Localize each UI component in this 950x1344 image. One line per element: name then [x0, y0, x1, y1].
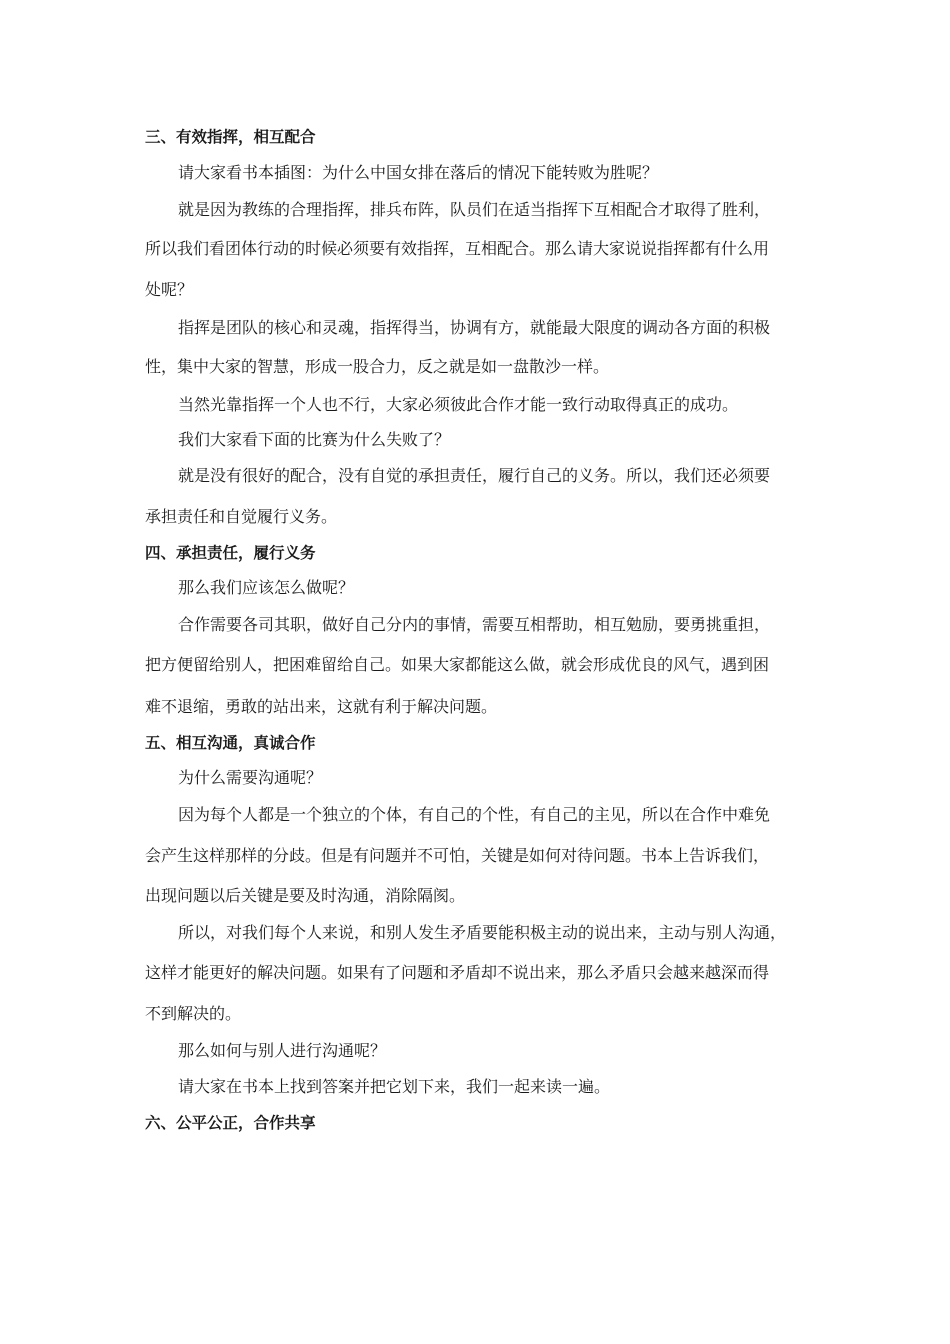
- paragraph-line: 为什么需要沟通呢？: [178, 768, 323, 787]
- section-heading: 四、承担责任，履行义务: [145, 544, 316, 562]
- paragraph-line: 把方便留给别人，把困难留给自己。如果大家都能这么做，就会形成优良的风气，遇到困: [145, 655, 770, 674]
- paragraph-line: 请大家在书本上找到答案并把它划下来，我们一起来读一遍。: [178, 1077, 611, 1096]
- section-heading: 六、公平公正，合作共享: [145, 1114, 316, 1132]
- paragraph-line: 就是没有很好的配合，没有自觉的承担责任，履行自己的义务。所以，我们还必须要: [178, 466, 771, 485]
- paragraph-line: 出现问题以后关键是要及时沟通，消除隔阂。: [145, 886, 466, 905]
- paragraph-line: 因为每个人都是一个独立的个体，有自己的个性，有自己的主见，所以在合作中难免: [178, 805, 771, 824]
- paragraph-line: 合作需要各司其职，做好自己分内的事情，需要互相帮助，相互勉励，要勇挑重担，: [178, 615, 771, 634]
- paragraph-line: 我们大家看下面的比赛为什么失败了？: [178, 430, 451, 449]
- paragraph-line: 处呢？: [145, 280, 194, 299]
- paragraph-line: 就是因为教练的合理指挥，排兵布阵，队员们在适当指挥下互相配合才取得了胜利，: [178, 200, 771, 219]
- paragraph-line: 所以，对我们每个人来说，和别人发生矛盾要能积极主动的说出来，主动与别人沟通，: [178, 923, 787, 942]
- paragraph-line: 那么如何与别人进行沟通呢？: [178, 1041, 387, 1060]
- paragraph-line: 会产生这样那样的分歧。但是有问题并不可怕，关键是如何对待问题。书本上告诉我们，: [145, 846, 770, 865]
- paragraph-line: 当然光靠指挥一个人也不行，大家必须彼此合作才能一致行动取得真正的成功。: [178, 395, 739, 414]
- section-heading: 三、有效指挥，相互配合: [145, 128, 316, 146]
- section-heading: 五、相互沟通，真诚合作: [145, 734, 316, 752]
- paragraph-line: 请大家看书本插图：为什么中国女排在落后的情况下能转败为胜呢？: [178, 163, 659, 182]
- paragraph-line: 那么我们应该怎么做呢？: [178, 578, 355, 597]
- paragraph-line: 这样才能更好的解决问题。如果有了问题和矛盾却不说出来，那么矛盾只会越来越深而得: [145, 963, 770, 982]
- paragraph-line: 不到解决的。: [145, 1004, 242, 1023]
- paragraph-line: 难不退缩，勇敢的站出来，这就有利于解决问题。: [145, 697, 498, 716]
- paragraph-line: 所以我们看团体行动的时候必须要有效指挥，互相配合。那么请大家说说指挥都有什么用: [145, 239, 770, 258]
- paragraph-line: 指挥是团队的核心和灵魂，指挥得当，协调有方，就能最大限度的调动各方面的积极: [178, 318, 771, 337]
- paragraph-line: 承担责任和自觉履行义务。: [145, 507, 338, 526]
- paragraph-line: 性，集中大家的智慧，形成一股合力，反之就是如一盘散沙一样。: [145, 357, 610, 376]
